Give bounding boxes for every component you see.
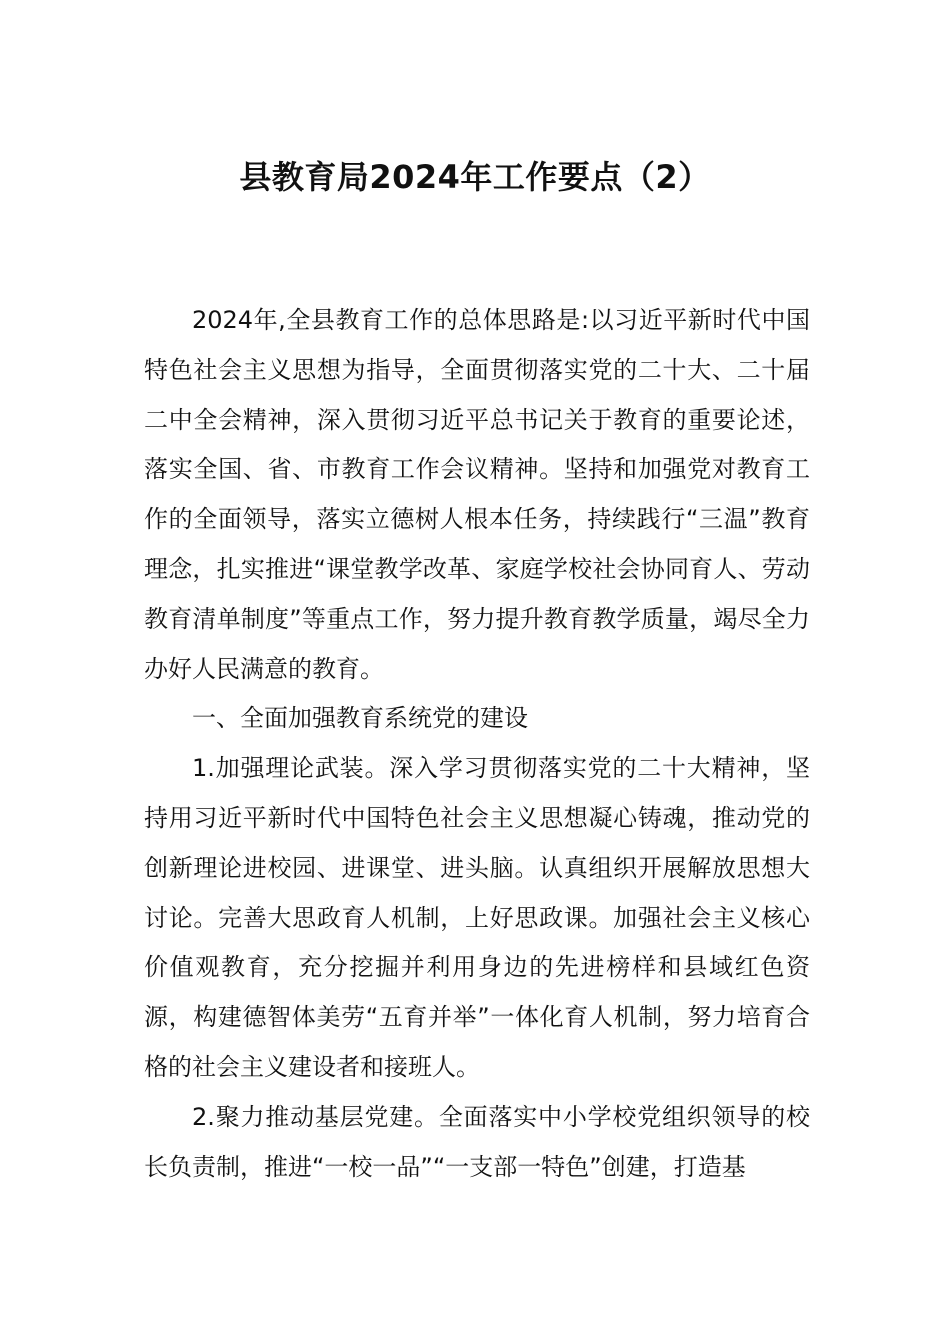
paragraph-item-1: 1.加强理论武装。深入学习贯彻落实党的二十大精神，坚持用习近平新时代中国特色社会主义思想凝心铸魂，推动党的创新理论进校园、进课堂、进头脑。认真组织开展解放思想大讨论。完善大思政育人机制，上好思政课。加强社会主义核心价值观教育，充分挖掘并利用身边的先进榜样和县域红色资源，构建德智体美劳“五育并举”一体化育人机制，努力培育合格的社会主义建设者和接班人。: [144, 754, 810, 1081]
document-title: 县教育局2024年工作要点（2）: [239, 158, 711, 196]
section-heading-1: 一、全面加强教育系统党的建设: [192, 704, 528, 733]
paragraph-item-2: 2.聚力推动基层党建。全面落实中小学校党组织领导的校长负责制，推进“一校一品”“一支部一特色”创建，打造基: [144, 1102, 810, 1181]
intro-paragraph: 2024年,全县教育工作的总体思路是:以习近平新时代中国特色社会主义思想为指导，全面贯彻落实党的二十大、二十届二中全会精神，深入贯彻习近平总书记关于教育的重要论述，落实全国、省、市教育工作会议精神。坚持和加强党对教育工作的全面领导，落实立德树人根本任务，持续践行“三温”教育理念，扎实推进“课堂教学改革、家庭学校社会协同育人、劳动教育清单制度”等重点工作，努力提升教育教学质量，竭尽全力办好人民满意的教育。: [144, 306, 810, 683]
document-body: [144, 296, 810, 1192]
